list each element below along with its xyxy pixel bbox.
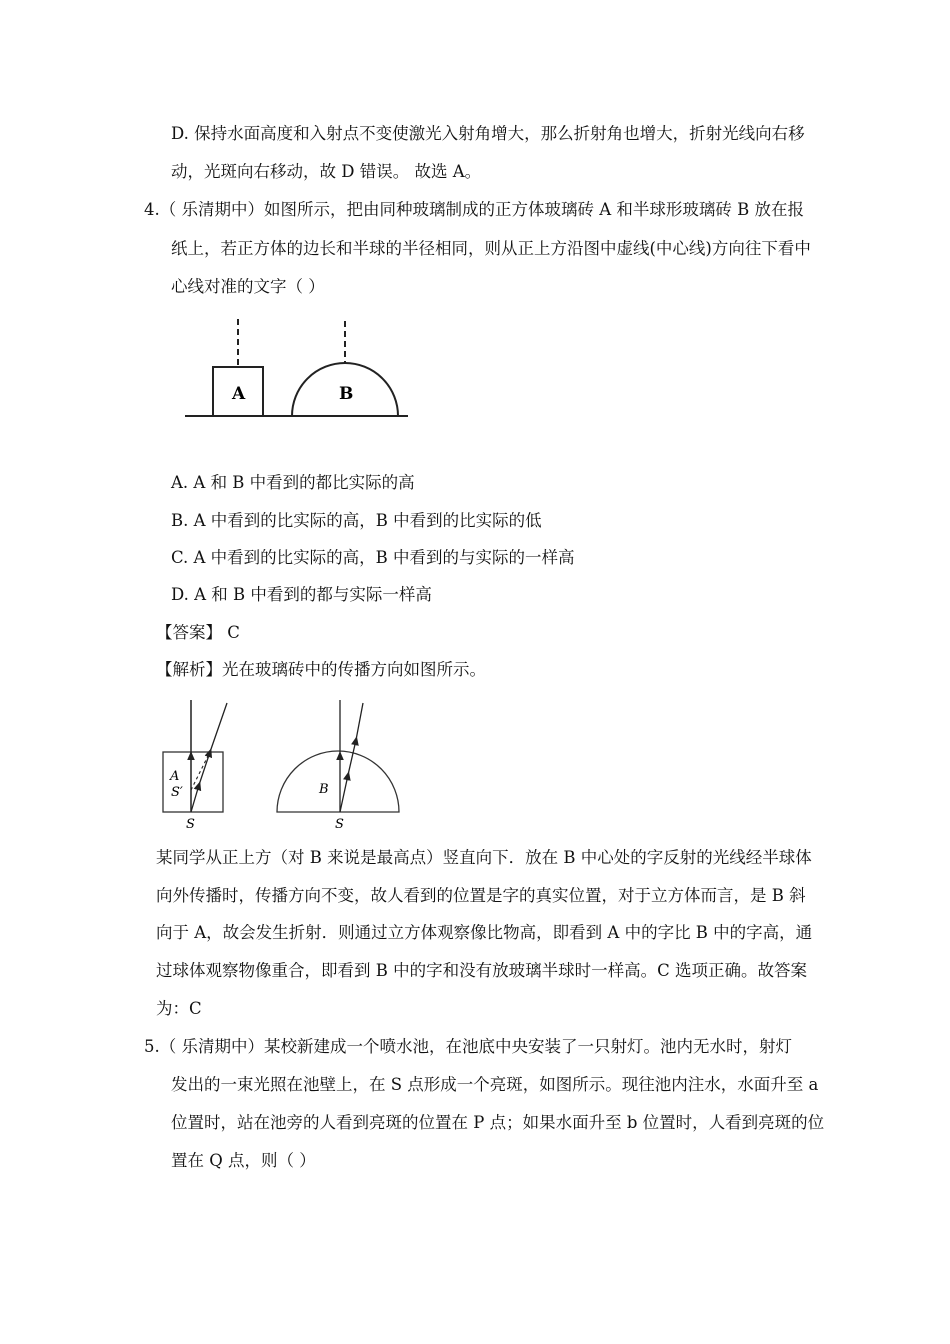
q4-option-a: A. A 和 B 中看到的都比实际的高 [171,473,415,492]
q5-stem-line2: 发出的一束光照在池壁上，在 S 点形成一个亮斑，如图所示。现往池内注水，水面升至 a [171,1075,819,1094]
ray-label-b: B [319,782,329,797]
q4-option-d: D. A 和 B 中看到的都与实际一样高 [171,585,432,604]
q4-analysis-line5: 为：C [156,999,202,1018]
cube-refracted-ray [191,703,227,812]
q4-stem-line1: 4.（ 乐清期中）如图所示，把由同种玻璃制成的正方体玻璃砖 A 和半球形玻璃砖 B 放在报 [144,200,805,219]
q4-analysis-line1: 某同学从正上方（对 B 来说是最高点）竖直向下．放在 B 中心处的字反射的光线经半球体 [156,848,812,867]
q4-stem-line2: 纸上，若正方体的边长和半球的半径相同，则从正上方沿图中虚线(中心线)方向往下看中 [171,239,811,258]
q5-stem-line4: 置在 Q 点，则（ ） [171,1151,316,1170]
q4-stem-line3: 心线对准的文字（ ） [171,277,325,296]
q4-figure-cube-hemisphere [180,315,420,425]
q4-option-b: B. A 中看到的比实际的高，B 中看到的比实际的低 [171,511,542,530]
q4-option-c: C. A 中看到的比实际的高，B 中看到的与实际的一样高 [171,548,575,567]
hemisphere-oblique-ray [340,703,363,812]
ray-hemisphere [277,751,399,812]
ray-label-s-left: S [186,817,195,832]
q4-analysis-line4: 过球体观察物像重合，即看到 B 中的字和没有放玻璃半球时一样高。C 选项正确。故答案 [156,961,807,980]
q4-ray-diagram [155,695,415,835]
cube-virtual-ray [191,752,210,790]
ray-label-a: A [170,769,180,784]
ray-label-s-prime: S′ [171,785,183,800]
q4-answer: 【答案】 C [156,623,240,642]
q4-analysis-line3: 向于 A，故会发生折射．则通过立方体观察像比物高，即看到 A 中的字比 B 中的字高，通 [156,923,813,942]
ray-label-s-right: S [335,817,344,832]
q5-stem-line1: 5.（ 乐清期中）某校新建成一个喷水池，在池底中央安装了一只射灯。池内无水时，射灯 [144,1037,792,1056]
q5-stem-line3: 位置时，站在池旁的人看到亮斑的位置在 P 点；如果水面升至 b 位置时，人看到亮斑的位 [171,1113,825,1132]
hemisphere-label: B [339,384,354,404]
cube-label: A [232,384,246,404]
q4-analysis-line2: 向外传播时，传播方向不变，故人看到的位置是字的真实位置，对于立方体而言，是 B 斜 [156,886,806,905]
q3-option-d-line2: 动，光斑向右移动，故 D 错误。 故选 A。 [171,162,482,181]
q4-analysis-intro: 【解析】光在玻璃砖中的传播方向如图所示。 [156,660,486,679]
q3-option-d-line1: D. 保持水面高度和入射点不变使激光入射角增大，那么折射角也增大，折射光线向右移 [171,124,805,143]
